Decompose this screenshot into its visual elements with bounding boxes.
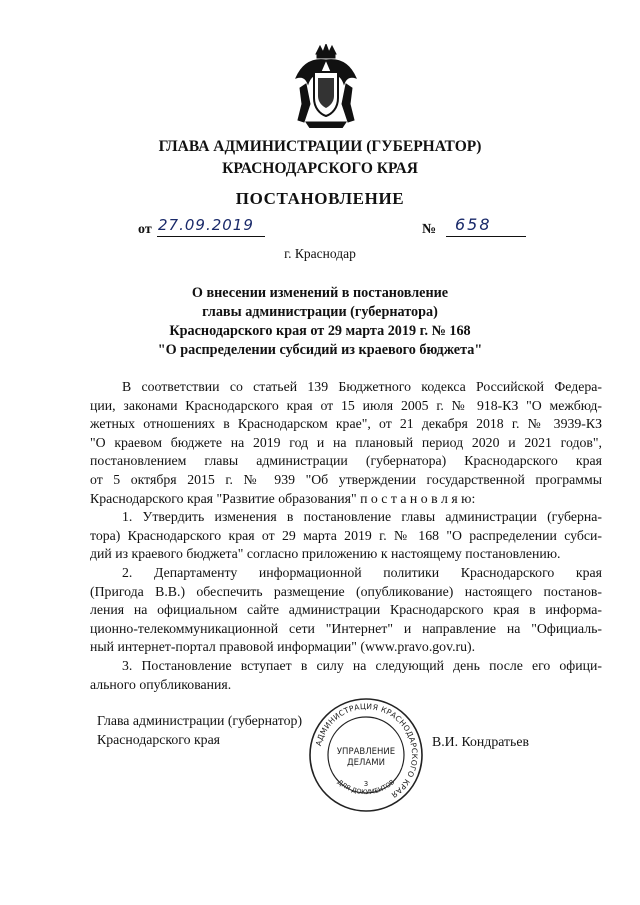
issuer-line-2: КРАСНОДАРСКОГО КРАЯ	[222, 160, 418, 177]
body-line: тора) Краснодарского края от 29 марта 2019 г. № 168 "О распределении субси-	[90, 527, 602, 543]
body-line: дий из краевого бюджета" согласно приложению к настоящему постановлению.	[90, 546, 561, 562]
body-line: (Пригода В.В.) обеспечить размещение (опубликование) настоящего постанов-	[90, 583, 602, 599]
stamp-center-line-1: УПРАВЛЕНИЕ	[336, 747, 396, 757]
subject-line: главы администрации (губернатора)	[202, 304, 438, 320]
issuer-line-1: ГЛАВА АДМИНИСТРАЦИИ (ГУБЕРНАТОР)	[158, 138, 482, 155]
body-line: ный интернет-портал правовой информации" (www.pravo.gov.ru).	[90, 639, 476, 655]
document-type-title: ПОСТАНОВЛЕНИЕ	[235, 189, 405, 208]
signatory-role	[97, 711, 302, 749]
number-underline	[446, 236, 526, 237]
date-label: от	[138, 222, 152, 237]
coat-of-arms-emblem	[292, 44, 360, 128]
signatory-role-line-1: Глава администрации (губернатор)	[97, 713, 303, 728]
date-underline	[157, 236, 265, 237]
body-line: ального опубликования.	[90, 676, 232, 692]
official-stamp	[307, 696, 425, 814]
signatory-name: В.И. Кондратьев	[432, 734, 529, 749]
body-line: 2. Департаменту информационной политики Краснодарского края	[122, 564, 602, 580]
city-line: г. Краснодар	[284, 246, 356, 261]
body-line: 1. Утвердить изменения в постановление главы администрации (губерна-	[122, 509, 602, 525]
subject-line: "О распределении субсидий из краевого бюджета"	[157, 342, 483, 358]
stamp-number: 3	[363, 780, 369, 788]
body-line: "О краевом бюджете на 2019 год и на плановый период 2020 и 2021 годов",	[90, 434, 602, 450]
document-body	[90, 378, 602, 694]
number-label: №	[422, 222, 437, 237]
body-line: ционно-телекоммуникационной сети "Интернет" и направление на "Официаль-	[90, 620, 602, 636]
body-line: 3. Постановление вступает в силу на следующий день после его офици-	[122, 657, 602, 673]
subject-line: О внесении изменений в постановление	[191, 285, 449, 301]
body-line: ления на официальном сайте администрации Краснодарского края в информа-	[90, 602, 602, 618]
body-line: ции, законами Краснодарского края от 15 июля 2005 г. № 918-КЗ "О межбюд-	[90, 397, 602, 413]
number-value-handwritten: 658	[455, 215, 492, 234]
issuer-header	[0, 136, 640, 180]
body-line: от 5 октября 2015 г. № 939 "Об утверждении государственной программы	[90, 471, 602, 487]
body-line: жетных отношениях в Краснодарском крае", от 21 декабря 2018 г. № 3939-КЗ	[90, 416, 602, 432]
body-line: Краснодарского края "Развитие образования" п о с т а н о в л я ю:	[90, 490, 476, 506]
signatory-role-line-2: Краснодарского края	[97, 732, 221, 747]
document-subject	[0, 284, 640, 360]
body-line: В соответствии со статьей 139 Бюджетного кодекса Российской Федера-	[122, 379, 602, 394]
stamp-center-line-2: ДЕЛАМИ	[347, 758, 385, 768]
body-line: постановлением главы администрации (губернатора) Краснодарского края	[90, 453, 602, 469]
stamp-ring-text: АДМИНИСТРАЦИЯ КРАСНОДАРСКОГО КРАЯ	[313, 701, 420, 800]
date-value-handwritten: 27.09.2019	[158, 216, 254, 234]
subject-line: Краснодарского края от 29 марта 2019 г. № 168	[169, 323, 471, 339]
stamp-bottom-text: ДЛЯ ДОКУМЕНТОВ	[335, 778, 397, 797]
